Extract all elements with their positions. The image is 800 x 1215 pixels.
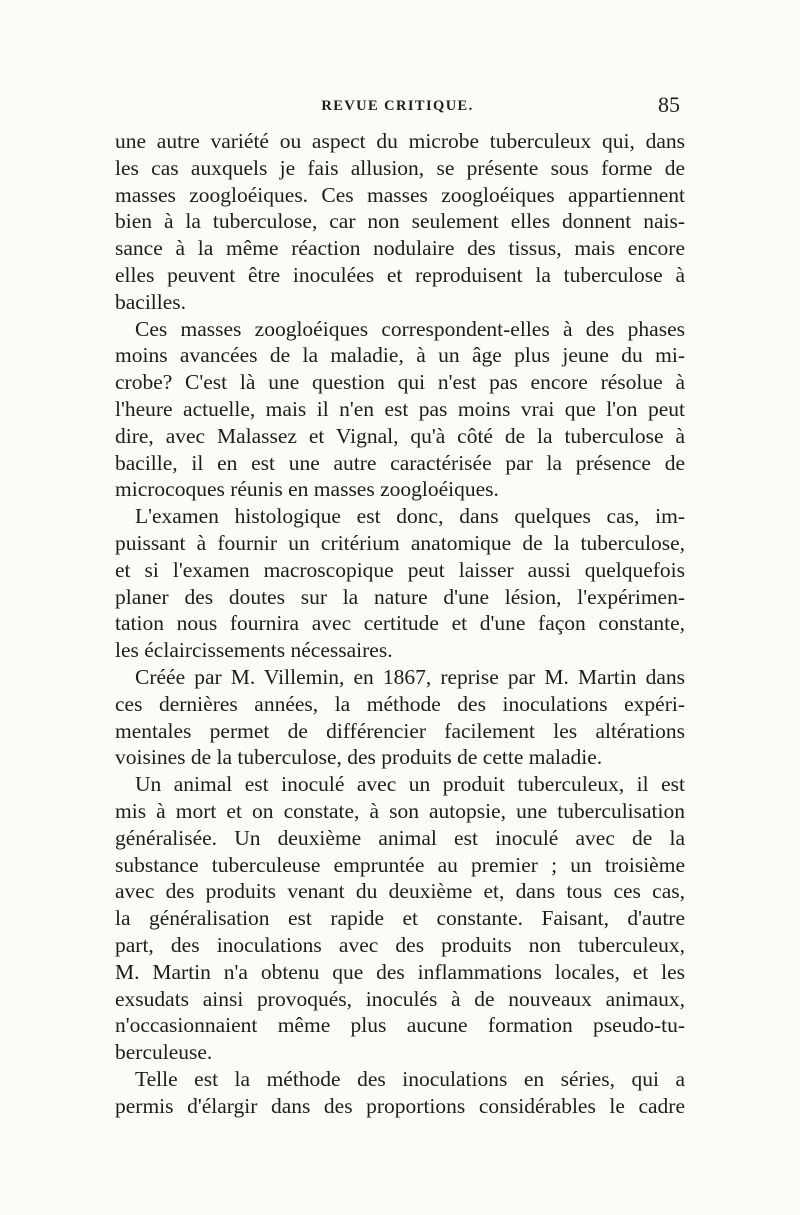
text-line: mis à mort et on constate, à son autopsie, une tuberculisation xyxy=(115,798,685,823)
body-text xyxy=(115,128,685,1119)
text-line: moins avancées de la maladie, à un âge plus jeune du mi- xyxy=(115,343,685,368)
text-line: voisines de la tuberculose, des produits de cette maladie. xyxy=(115,745,603,770)
text-line: n'occasionnaient même plus aucune formation pseudo-tu- xyxy=(115,1013,685,1038)
text-line: et si l'examen macroscopique peut laisser aussi quelquefois xyxy=(115,557,685,582)
text-line: masses zoogloéiques. Ces masses zoogloéiques appartiennent xyxy=(115,182,685,207)
text-line: puissant à fournir un critérium anatomique de la tuberculose, xyxy=(115,530,685,555)
text-line: exsudats ainsi provoqués, inoculés à de nouveaux animaux, xyxy=(115,986,685,1011)
page-number: 85 xyxy=(658,92,680,117)
text-line: elles peuvent être inoculées et reproduisent la tuberculose à xyxy=(115,262,685,287)
text-line: les cas auxquels je fais allusion, se présente sous forme de xyxy=(115,155,685,180)
text-line: généralisée. Un deuxième animal est inoculé avec de la xyxy=(115,825,685,850)
text-line: M. Martin n'a obtenu que des inflammations locales, et les xyxy=(115,959,685,984)
text-line: la généralisation est rapide et constante. Faisant, d'autre xyxy=(115,906,685,931)
text-line: dire, avec Malassez et Vignal, qu'à côté de la tuberculose à xyxy=(115,423,685,448)
page-header xyxy=(115,92,680,118)
text-line: mentales permet de différencier facilement les altérations xyxy=(115,718,685,743)
text-line: L'examen histologique est donc, dans quelques cas, im- xyxy=(135,504,685,529)
text-line: Ces masses zoogloéiques correspondent-elles à des phases xyxy=(135,316,685,341)
text-line: Un animal est inoculé avec un produit tuberculeux, il est xyxy=(135,772,685,797)
text-line: bacilles. xyxy=(115,289,187,314)
text-line: bacille, il en est une autre caractérisée par la présence de xyxy=(115,450,685,475)
text-line: avec des produits venant du deuxième et, dans tous ces cas, xyxy=(115,879,685,904)
text-line: tation nous fournira avec certitude et d'une façon constante, xyxy=(115,611,685,636)
running-title: REVUE CRITIQUE. xyxy=(321,98,474,114)
text-line: permis d'élargir dans des proportions considérables le cadre xyxy=(115,1093,685,1118)
text-line: bien à la tuberculose, car non seulement elles donnent nais- xyxy=(115,209,685,234)
text-line: crobe? C'est là une question qui n'est pas encore résolue à xyxy=(115,370,685,395)
text-line: microcoques réunis en masses zoogloéiques. xyxy=(115,477,499,502)
text-line: une autre variété ou aspect du microbe tuberculeux qui, dans xyxy=(115,129,685,153)
text-line: berculeuse. xyxy=(115,1040,213,1065)
text-line: Créée par M. Villemin, en 1867, reprise par M. Martin dans xyxy=(135,664,685,689)
text-line: part, des inoculations avec des produits non tuberculeux, xyxy=(115,932,685,957)
text-line: substance tuberculeuse empruntée au premier ; un troisième xyxy=(115,852,685,877)
text-line: sance à la même réaction nodulaire des tissus, mais encore xyxy=(115,236,685,261)
text-line: les éclaircissements nécessaires. xyxy=(115,638,393,663)
text-line: ces dernières années, la méthode des inoculations expéri- xyxy=(115,691,685,716)
text-line: Telle est la méthode des inoculations en séries, qui a xyxy=(135,1066,685,1091)
text-line: l'heure actuelle, mais il n'en est pas moins vrai que l'on peut xyxy=(115,396,685,421)
text-line: planer des doutes sur la nature d'une lésion, l'expérimen- xyxy=(115,584,685,609)
